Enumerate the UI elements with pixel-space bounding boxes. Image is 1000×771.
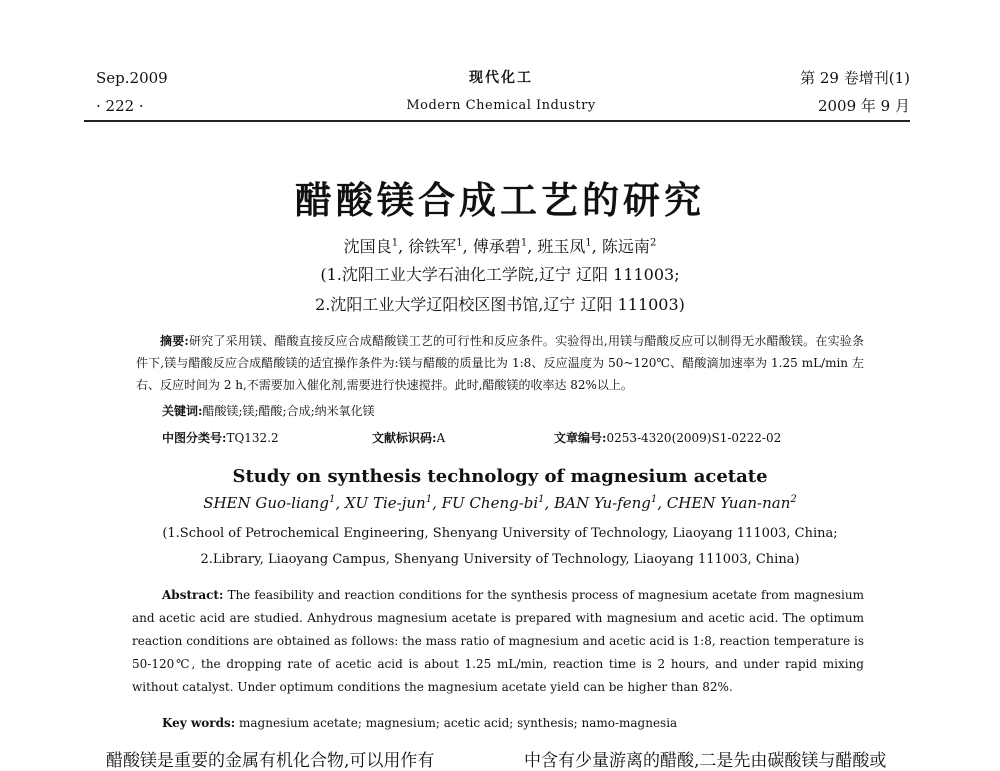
clc-value: TQ132.2 (226, 431, 279, 445)
author-aff-mark: 1 (456, 237, 463, 249)
author-en: BAN Yu-feng (554, 494, 651, 512)
abstract-cn-text: 研究了采用镁、醋酸直接反应合成醋酸镁工艺的可行性和反应条件。实验得出,用镁与醋酸反应可以制得无水醋酸镁。在实验条件下,镁与醋酸反应合成醋酸镁的适宜操作条件为:镁与醋酸的质量比为 1:8、反应温度为 50~120℃、醋酸滴加速率为 1.25 mL/min 左右、反应时间为 2 h,不需要加入催化剂,需要进行快速搅拌。此时,醋酸镁的收率达 82%以上。 (136, 334, 864, 392)
header-right (800, 64, 910, 120)
author-cn: 徐铁军 (408, 237, 457, 256)
author-aff-mark: 1 (520, 237, 528, 249)
author-list-cn: 沈国良$^1$, 徐铁军$^1$, 傅承碧$^1$, 班玉凤$^1$, 陈远南$^2$ (343, 237, 657, 256)
abstract-cn (136, 330, 864, 396)
author-aff-mark: 1 (538, 494, 545, 505)
body-text-fragment (84, 746, 910, 771)
keywords-en-text: magnesium acetate; magnesium; acetic acid; synthesis; namo-magnesia (239, 716, 678, 730)
keywords-cn (162, 402, 375, 419)
abstract-en-text: The feasibility and reaction conditions for the synthesis process of magnesium acetate from magnesium and acetic acid are studied. Anhydrous magnesium acetate is prepared with magnesium and acetic acid. The optimum reaction conditions are obtained as follows: the mass ratio of magnesium and acetic acid is 1:8, reaction temperature is 50-120℃, the dropping rate of acetic acid is about 1.25 mL/min, reaction time is 2 hours, and under rapid mixing without catalyst. Under optimum conditions the magnesium acetate yield can be higher than 82%. (132, 588, 864, 694)
document-code-label: 文献标识码: (372, 431, 437, 445)
header-issue-date: 2009 年 9 月 (817, 97, 910, 115)
journal-name-cn: 现代化工 (469, 70, 533, 86)
document-code (372, 429, 445, 446)
author-aff-mark: 2 (649, 237, 657, 249)
affiliation-en-2: 2.Library, Liaoyang Campus, Shenyang University of Technology, Liaoyang 111003, China) (200, 552, 800, 567)
header-volume: 第 29 卷增刊(1) (800, 69, 910, 87)
author-list-en: SHEN Guo-liang$^1$, XU Tie-jun$^1$, FU Cheng-$bi^1$, BAN Yu-feng$^1$, CHEN Yuan-nan$^2$ (203, 494, 797, 512)
author-aff-mark: 2 (790, 494, 797, 505)
paper-title-cn: 醋酸镁合成工艺的研究 (295, 178, 705, 222)
author-en: CHEN Yuan-nan (666, 494, 791, 512)
abstract-cn-label: 摘要: (160, 334, 189, 348)
author-cn: 沈国良 (343, 237, 392, 256)
paper-title-en: Study on synthesis technology of magnesium acetate (232, 466, 768, 487)
abstract-en-label: Abstract: (162, 588, 224, 602)
header-center (90, 64, 912, 120)
author-en: SHEN Guo-liang (203, 494, 329, 512)
journal-name-en: Modern Chemical Industry (406, 98, 596, 113)
keywords-en-label: Key words: (162, 716, 236, 730)
author-cn: 傅承碧 (472, 237, 521, 256)
author-en: XU Tie-jun (344, 494, 426, 512)
clc-label: 中图分类号: (162, 431, 227, 445)
header-page-number: · 222 · (96, 97, 144, 115)
author-aff-mark: 1 (391, 237, 399, 249)
running-header (90, 64, 912, 120)
author-aff-mark: 1 (425, 494, 433, 505)
clc-number (162, 429, 279, 446)
document-code-value: A (436, 431, 446, 445)
article-number-label: 文章编号: (554, 431, 607, 445)
keywords-cn-text: 醋酸镁;镁;醋酸;合成;纳米氧化镁 (202, 404, 375, 418)
body-right-column: 中含有少量游离的醋酸,二是先由碳酸镁与醋酸或 (524, 751, 887, 771)
keywords-en (162, 716, 677, 730)
affiliation-cn-1: (1.沈阳工业大学石油化工学院,辽宁 辽阳 111003; (320, 265, 680, 284)
article-number (554, 429, 781, 446)
abstract-en (132, 584, 864, 699)
author-aff-mark: 1 (328, 494, 336, 505)
author-en: FU Cheng-bi (441, 494, 539, 512)
affiliation-en-1: (1.School of Petrochemical Engineering, Shenyang University of Technology, Liaoyang 111003, China; (162, 526, 838, 541)
body-left-column: 醋酸镁是重要的金属有机化合物,可以用作有 (106, 751, 435, 771)
author-aff-mark: 1 (585, 237, 592, 249)
article-number-value: 0253-4320(2009)S1-0222-02 (606, 431, 782, 445)
author-aff-mark: 1 (650, 494, 658, 505)
affiliation-cn-2: 2.沈阳工业大学辽阳校区图书馆,辽宁 辽阳 111003) (315, 295, 685, 314)
header-rule (84, 120, 910, 122)
author-cn: 陈远南 (601, 237, 650, 256)
keywords-cn-label: 关键词: (162, 404, 203, 418)
author-cn: 班玉凤 (537, 237, 586, 256)
header-date: Sep.2009 (96, 69, 168, 87)
